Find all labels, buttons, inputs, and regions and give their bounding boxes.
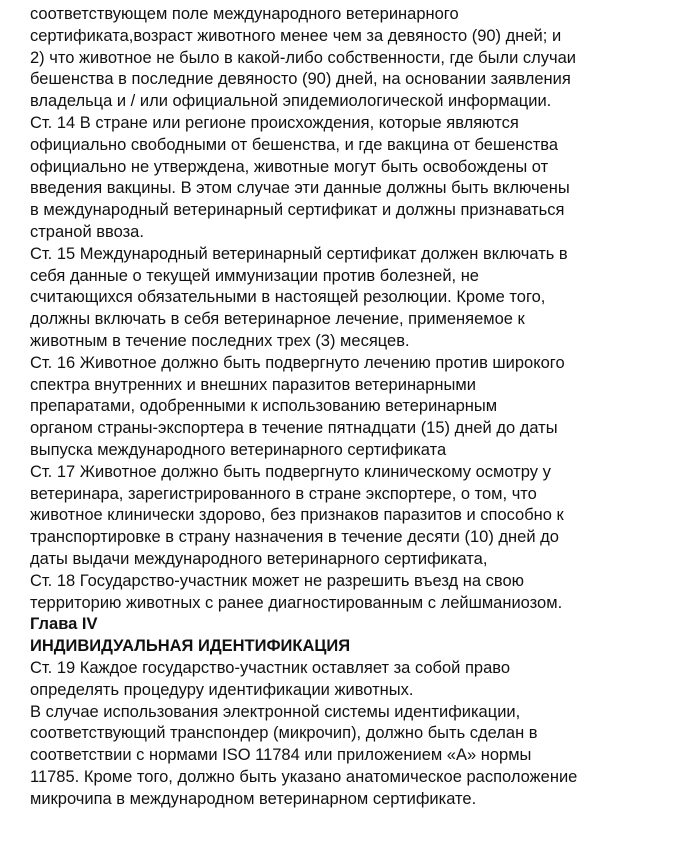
text-line: животное клинически здорово, без признаков паразитов и способно к: [30, 506, 564, 525]
text-line: В случае использования электронной системы идентификации,: [30, 702, 521, 721]
text-line: 2) что животное не было в какой-либо собственности, где были случаи: [30, 48, 577, 67]
text-line: выпуска международного ветеринарного сертификата: [30, 440, 447, 459]
text-line: страной ввоза.: [30, 222, 144, 241]
text-line: введения вакцины. В этом случае эти данные должны быть включены: [30, 179, 570, 198]
text-line: официально свободными от бешенства, и где вакцина от бешенства: [30, 135, 559, 154]
text-line: Ст. 19 Каждое государство-участник оставляет за собой право: [30, 658, 511, 677]
text-line: органом страны-экспортера в течение пятнадцати (15) дней до даты: [30, 419, 558, 438]
article-paragraph: [30, 353, 653, 462]
text-line: даты выдачи международного ветеринарного сертификата,: [30, 549, 488, 568]
text-line: должны включать в себя ветеринарное лечение, применяемое к: [30, 310, 525, 329]
text-line: 11785. Кроме того, должно быть указано анатомическое расположение: [30, 767, 578, 786]
text-line: соответствии с нормами ISO 11784 или приложением «А» нормы: [30, 746, 532, 765]
text-line: Ст. 16 Животное должно быть подвергнуто лечению против широкого: [30, 353, 565, 372]
article-paragraph: [30, 244, 653, 353]
text-line: владельца и / или официальной эпидемиологической информации.: [30, 92, 552, 111]
article-paragraph: [30, 462, 653, 571]
heading-line: Глава IV: [30, 615, 98, 634]
article-paragraph: [30, 658, 653, 702]
article-paragraph: [30, 4, 653, 113]
heading-line: ИНДИВИДУАЛЬНАЯ ИДЕНТИФИКАЦИЯ: [30, 637, 351, 656]
text-line: себя данные о текущей иммунизации против болезней, не: [30, 266, 479, 285]
text-line: официально не утверждена, животные могут быть освобождены от: [30, 157, 549, 176]
text-line: бешенства в последние девяносто (90) дней, на основании заявления: [30, 70, 571, 89]
text-line: Ст. 15 Международный ветеринарный сертификат должен включать в: [30, 244, 568, 263]
text-line: в международный ветеринарный сертификат и должны признаваться: [30, 201, 565, 220]
text-line: препаратами, одобренными к использованию ветеринарным: [30, 397, 498, 416]
article-paragraph: [30, 113, 653, 244]
text-line: считающихся обязательными в настоящей резолюции. Кроме того,: [30, 288, 546, 307]
article-paragraph: [30, 571, 653, 615]
text-line: соответствующем поле международного ветеринарного: [30, 5, 459, 23]
text-line: Ст. 14 В стране или регионе происхождения, которые являются: [30, 113, 519, 132]
chapter-heading: [30, 614, 653, 658]
text-line: ветеринара, зарегистрированного в стране экспортере, о том, что: [30, 484, 537, 503]
text-line: спектра внутренних и внешних паразитов ветеринарными: [30, 375, 476, 394]
text-line: транспортировке в страну назначения в течение десяти (10) дней до: [30, 528, 559, 547]
text-line: территорию животных с ранее диагностированным с лейшманиозом.: [30, 593, 563, 612]
text-line: соответствующий транспондер (микрочип), должно быть сделан в: [30, 724, 538, 743]
text-line: Ст. 18 Государство-участник может не разрешить въезд на свою: [30, 571, 525, 590]
text-line: микрочипа в международном ветеринарном сертификате.: [30, 789, 477, 808]
document-body: [30, 4, 653, 810]
article-paragraph: [30, 702, 653, 811]
text-line: определять процедуру идентификации животных.: [30, 680, 414, 699]
text-line: Ст. 17 Животное должно быть подвергнуто клиническому осмотру у: [30, 462, 551, 481]
text-line: животным в течение последних трех (3) месяцев.: [30, 331, 410, 350]
text-line: сертификата,возраст животного менее чем за девяносто (90) дней; и: [30, 26, 562, 45]
